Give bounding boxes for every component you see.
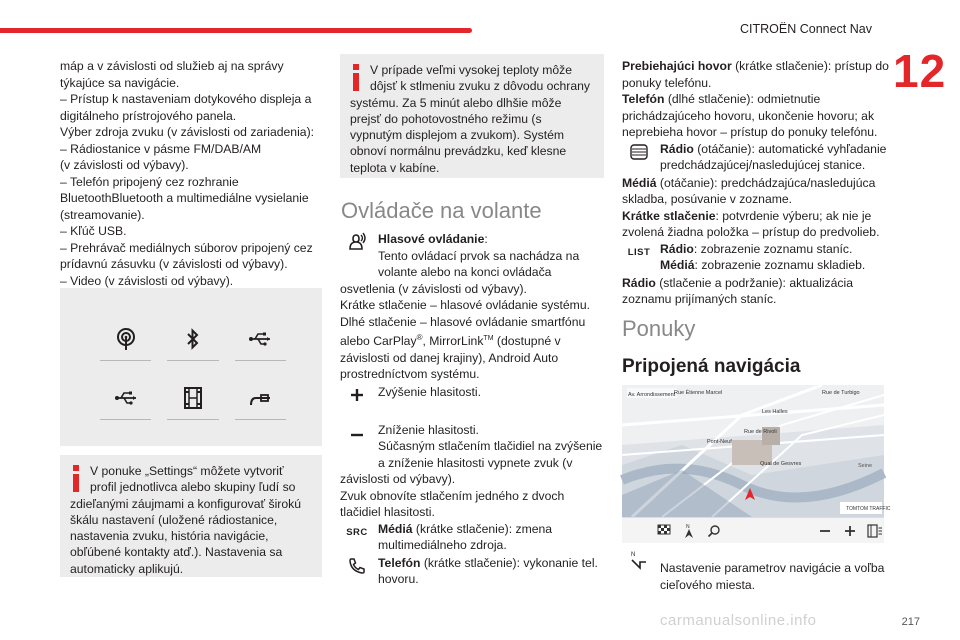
info-icon: [350, 64, 362, 92]
zoom-in-icon[interactable]: [840, 521, 859, 541]
usb-icon: [100, 377, 151, 420]
text-line: prídavnú zásuvku (v závislosti od výbavy).: [60, 257, 288, 271]
src-text: (krátke stlačenie): zmena multimediálneho zdroja.: [378, 521, 553, 553]
phone-long-text: (dlhé stlačenie): odmietnutie prichádzajúceho hovoru, ukončenie hovoru; ak neprebieha hovor – prístup do ponuky telefónu.: [622, 92, 878, 139]
aux-icon: [235, 377, 286, 420]
map-label: Rue de Turbigo: [822, 390, 860, 396]
section-heading-steering-controls: Ovládače na volante: [341, 198, 542, 223]
navigation-map-screenshot: [622, 385, 891, 517]
usb-icon: [235, 318, 286, 361]
header-red-bar: [0, 28, 472, 33]
bluetooth-icon: [167, 318, 218, 361]
phone-icon: [340, 555, 374, 589]
media-bold: Médiá: [622, 175, 657, 190]
traffic-logo: TOMTOM TRAFFIC: [846, 506, 891, 512]
column-3-text: [622, 58, 890, 308]
call-bold: Prebiehajúci hovor: [622, 59, 732, 73]
thumbwheel-icon: [622, 141, 656, 175]
zoom-out-icon[interactable]: [815, 521, 834, 541]
video-icon: [167, 377, 218, 420]
voice-long-part: Dlhé stlačenie – hlasové ovládanie smartfónu alebo CarPlay: [340, 314, 586, 349]
minus-icon: [340, 422, 374, 456]
map-label: Pont-Neuf: [707, 439, 732, 445]
list-label: LIST: [627, 246, 651, 258]
navigation-toolbar: [622, 517, 884, 543]
voice-long-part: (dostupné v závislosti od danej krajiny), Android Auto prostredníctvom systému.: [340, 334, 561, 382]
radio-icon: [100, 318, 151, 361]
source-icons-panel: [60, 288, 322, 446]
column-2-text: Hlasové ovládanie: Tento ovládací prvok sa nachádza na volante alebo na konci ovládača osvetlenia (v závislosti od výbavy). Krátke stlačenie – hlasové ovládanie systému. Dlhé stlačenie – hlasové ovládanie smartfónu alebo CarPlay®, MirrorLink™ (dostupné v závislosti od danej krajiny), Android Auto prostredníctvom systému. Zvýšenie hlasitosti. Zníženie hlasitosti. Súčasným stlačením tlačidiel na zvýšenie a zníženie hlasitosti vypnete zvuk (v závislosti od výbavy). Zvuk obnovíte stlačením jedného z dvoch tlačidiel hlasitosti. SRC Médiá (krátke stlačenie): zmena multimediálneho zdroja. Telefón (krátke stlačenie): vykonanie tel. hovoru.: [340, 231, 604, 589]
info-text: V ponuke „Settings“ môžete vytvoriť profil jednotlivca alebo skupiny ľudí so zdieľanými záujmami a konfigurovať širokú škálu nastavení (uložené rádiostanice, nastavenia zvuku, história navigácie, obľúbené kontakty atď.). Nastavenia sa automaticky aplikujú.: [70, 464, 301, 576]
volume-down-title: Zníženie hlasitosti.: [378, 422, 479, 437]
src-icon: [340, 521, 374, 555]
map-label: Av. Arrondissement: [628, 392, 676, 398]
volume-up-text: Zvýšenie hlasitosti.: [378, 384, 481, 399]
media-text: (otáčanie): predchádzajúca/nasledujúca skladba, posúvanie v zozname.: [622, 175, 876, 206]
svg-text:N: N: [685, 523, 690, 530]
radio-hold-bold: Rádio: [622, 275, 656, 290]
voice-control-text: Tento ovládací prvok sa nachádza na volante alebo na konci ovládača osvetlenia (v závislosti od výbavy).: [340, 248, 580, 296]
info-icon: [70, 465, 82, 493]
trademark-mark: TM: [483, 335, 494, 342]
text-line: BluetoothBluetooth a multimediálne vysielanie: [60, 191, 309, 205]
map-label: Rue de Rivoli: [744, 429, 777, 435]
navigation-arrow-icon: [622, 548, 656, 582]
chapter-number: 12: [893, 45, 947, 97]
volume-down-text: Súčasným stlačením tlačidiel na zvýšenie a zníženie hlasitosti vypnete zvuk (v závislosti od výbavy).: [340, 439, 603, 487]
info-box-settings: [60, 455, 322, 577]
text-line: Výber zdroja zvuku (v závislosti od zariadenia):: [60, 125, 315, 139]
voice-control-long: [340, 314, 604, 383]
header-title: CITROËN Connect Nav: [740, 22, 872, 36]
map-label: Rue Étienne Marcel: [674, 390, 723, 396]
info-text: V prípade veľmi vysokej teploty môže dôjsť k stlmeniu zvuku z dôvodu ochrany systému. Za 5 minút alebo dlhšie môže prejsť do pohotovostného režimu (s vypnutým displejom a zvukom). Systém obnoví normálnu prevádzku, keď klesne teplota v kabíne.: [350, 63, 590, 175]
text-line: (streamovanie).: [60, 207, 145, 222]
text-line: – Prehrávač mediálnych súborov pripojený cez: [60, 240, 313, 255]
list-icon: [622, 241, 656, 275]
info-box-temperature: [340, 54, 604, 178]
text-line: – Kľúč USB.: [60, 224, 127, 238]
text-line: (v závislosti od výbavy).: [60, 158, 189, 172]
watermark: carmanualsonline.info: [660, 612, 817, 629]
section-heading-connected-navigation: Pripojená navigácia: [622, 356, 801, 377]
list-media-bold: Médiá: [660, 258, 695, 272]
volume-restore-text: Zvuk obnovíte stlačením jedného z dvoch tlačidiel hlasitosti.: [340, 488, 565, 520]
navigation-settings-text: Nastavenie parametrov navigácie a voľba cieľového miesta.: [660, 561, 885, 592]
wheel-bold: Rádio: [660, 141, 694, 156]
text-line: máp a v závislosti od služieb aj na správy: [60, 59, 284, 73]
list-radio-text: : zobrazenie zoznamu staníc.: [693, 241, 853, 256]
map-menu-icon[interactable]: [865, 521, 884, 541]
svg-text:N: N: [631, 552, 636, 558]
compass-icon[interactable]: [679, 521, 698, 541]
voice-control-title: Hlasové ovládanie: [378, 232, 485, 246]
voice-long-part: , MirrorLink: [422, 334, 484, 349]
src-bold: Médiá: [378, 521, 413, 536]
text-line: – Video (v závislosti od výbavy).: [60, 273, 234, 288]
list-media-text: : zobrazenie zoznamu skladieb.: [694, 258, 866, 272]
list-radio-bold: Rádio: [660, 241, 694, 256]
text-line: digitálneho prístrojového panela.: [60, 108, 237, 123]
text-line: – Rádiostanice v pásme FM/DAB/AM: [60, 141, 262, 156]
page-number: 217: [901, 616, 920, 628]
radio-hold-text: (stlačenie a podržanie): aktualizácia zoznamu prijímaných staníc.: [622, 275, 853, 306]
text-line: týkajúce sa navigácie.: [60, 75, 180, 90]
finish-flag-icon[interactable]: [654, 521, 673, 541]
search-icon[interactable]: [704, 521, 723, 541]
map-label: Les Halles: [762, 409, 788, 415]
plus-icon: [340, 384, 374, 418]
column-1-text: [60, 58, 322, 289]
section-heading-menus: Ponuky: [622, 316, 696, 341]
phone-bold: Telefón: [378, 555, 421, 570]
voice-control-short: Krátke stlačenie – hlasové ovládanie systému.: [340, 298, 590, 312]
phone-long-bold: Telefón: [622, 92, 665, 106]
registered-mark: ®: [416, 333, 423, 342]
map-label: Seine: [858, 463, 873, 469]
wheel-text: (otáčanie): automatické vyhľadanie predchádzajúcej/nasledujúcej stanice.: [660, 141, 887, 172]
text-line: – Prístup k nastaveniam dotykového displeja a: [60, 92, 312, 106]
src-label: SRC: [346, 526, 368, 538]
phone-text: (krátke stlačenie): vykonanie tel. hovoru.: [378, 555, 598, 587]
call-text: (krátke stlačenie): prístup do ponuky telefónu.: [622, 59, 889, 90]
short-press-bold: Krátke stlačenie: [622, 208, 716, 223]
voice-control-icon: [340, 231, 374, 265]
short-press-text: : potvrdenie výberu; ak nie je zvolená žiadna položka – prístup do predvolieb.: [622, 208, 880, 239]
map-label: Quai de Gesvres: [760, 461, 802, 467]
text-line: – Telefón pripojený cez rozhranie: [60, 174, 239, 189]
navigation-settings-row: [622, 548, 890, 605]
